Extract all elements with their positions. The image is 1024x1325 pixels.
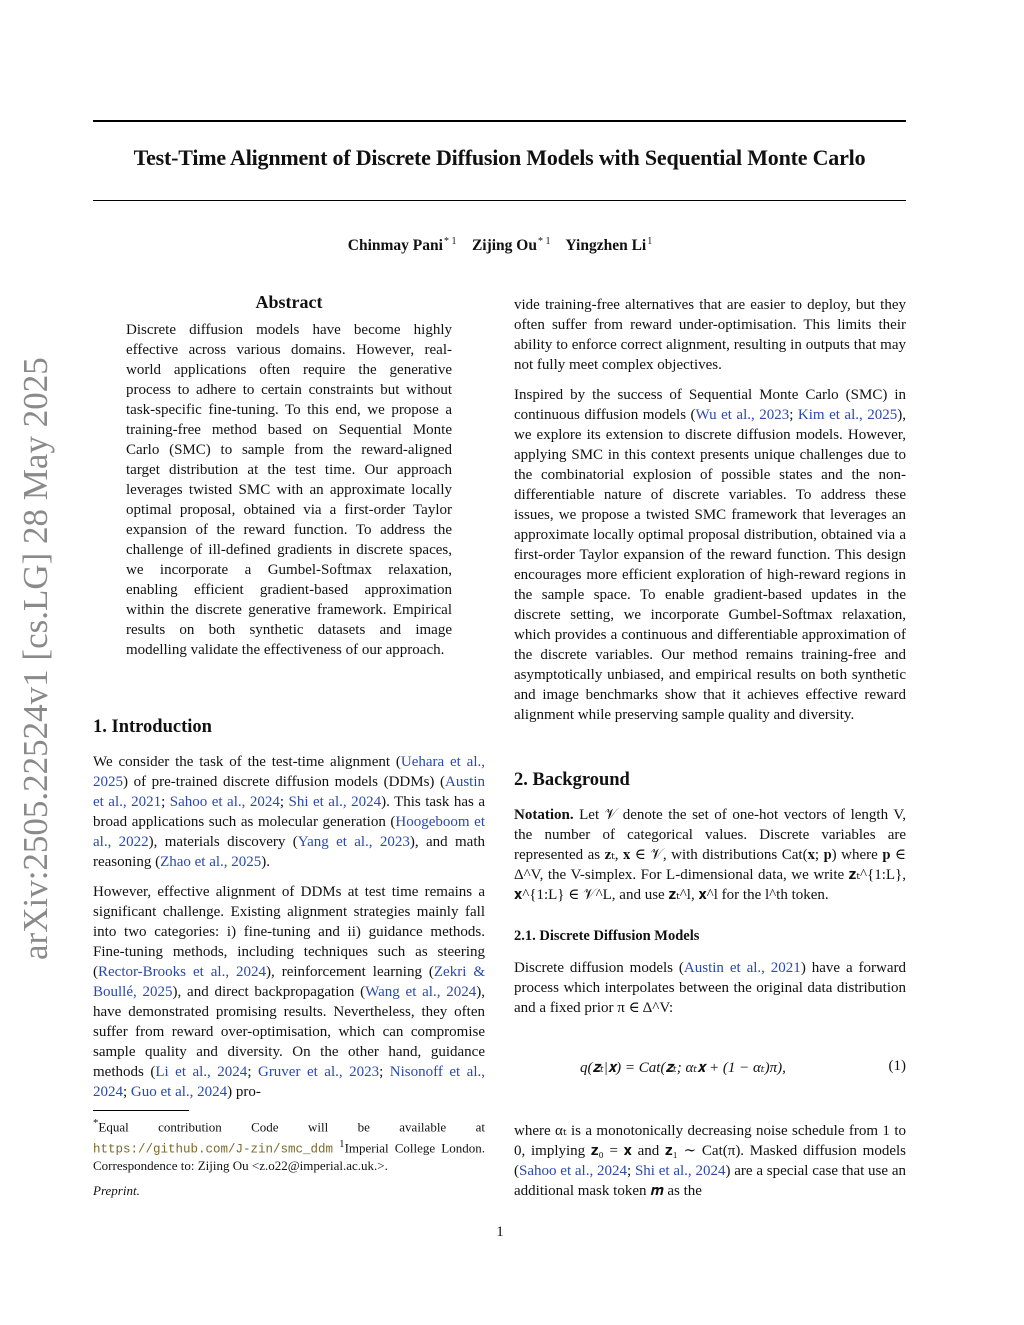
citation-link[interactable]: Guo et al., 2024: [130, 1084, 228, 1100]
text-run: ). This task has a broad applications such as molecular generation (: [93, 794, 485, 830]
text-run: ;: [379, 1064, 390, 1080]
abstract-heading: Abstract: [255, 292, 323, 312]
text-run: ), and direct backpropagation (: [172, 984, 366, 1000]
author-name: Zijing Ou: [471, 237, 537, 254]
text-run: We consider the task of the test-time alignment (: [93, 754, 401, 770]
text-run: ) are a special case that use an additional mask token 𝒎 as the: [514, 1163, 906, 1199]
text-run: ), have demonstrated promising results. Nevertheless, they often suffer from reward over-optimisation, which can compromise sample quality and diversity. On the other hand, guidance methods (: [93, 984, 486, 1080]
preprint-label: Preprint.: [93, 1183, 140, 1198]
author-mark: * 1: [443, 236, 457, 247]
citation-link[interactable]: Zhao et al., 2025: [160, 854, 262, 870]
text-run: ) pro-: [227, 1084, 261, 1100]
citation-link[interactable]: Uehara et al., 2025: [93, 754, 485, 790]
footnote-mark: *: [93, 1117, 99, 1129]
citation-link[interactable]: Gruver et al., 2023: [257, 1064, 380, 1080]
text-run: ) of pre-trained discrete diffusion models (DDMs) (: [123, 774, 445, 790]
text-run: ;: [627, 1163, 635, 1179]
author-name: Chinmay Pani: [347, 237, 443, 254]
paper-title: Test-Time Alignment of Discrete Diffusion Models with Sequential Monte Carlo: [133, 145, 866, 170]
title-bottom-rule: [93, 200, 906, 201]
abstract-text: Discrete diffusion models have become highly effective across various domains. However, real-world applications often require the generative process to adhere to certain constraints but without task-specific fine-tuning. To this end, we propose a training-free method based on Sequential Monte Carlo (SMC) to sample from the reward-aligned target distribution at the test time. Our approach leverages twisted SMC with an approximate locally optimal proposal, obtained via a first-order Taylor expansion of the reward function. To address the challenge of ill-defined gradients in discrete spaces, we incorporate a Gumbel-Softmax relaxation, enabling efficient gradient-based approximation within the discrete generative framework. Empirical results on both synthetic datasets and image modelling validate the effectiveness of our approach.: [126, 322, 452, 658]
author-list: [0, 236, 1000, 255]
smc-paragraph: [514, 385, 906, 725]
text-run: ) have a forward process which interpolates between the original data distribution and a fixed prior π ∈ Δ^V:: [514, 960, 906, 1016]
text-run: ), and math reasoning (: [93, 834, 485, 870]
footnote-rule: [93, 1110, 189, 1111]
notation-paragraph: [514, 805, 906, 905]
citation-link[interactable]: Nisonoff et al., 2024: [93, 1064, 486, 1100]
text-run: ).: [261, 854, 271, 870]
text-run: ), we explore its extension to discrete diffusion models. However, applying SMC in this context presents unique challenges due to the combinatorial explosion of possible states and the non-differentiable nature of discrete variables. To address these issues, we propose a twisted SMC framework that leverages an approximate locally optimal proposal distribution, obtained via a first-order Taylor expansion of the reward function. This design encourages more efficient exploration of high-reward regions in the sample space. To enable gradient-based updates in the discrete setting, we incorporate Gumbel-Softmax relaxation, which provides a continuous and differentiable approximation of the discrete variables. Our method remains training-free and asymptotically unbiased, and empirical results on both synthetic and image benchmarks show that it achieves effective reward alignment while preserving sample quality and diversity.: [514, 407, 906, 723]
text-run: ;: [123, 1084, 131, 1100]
equation-number: (1): [888, 1058, 906, 1074]
citation-link[interactable]: Sahoo et al., 2024: [169, 794, 280, 810]
citation-link[interactable]: Rector-Brooks et al., 2024: [98, 964, 267, 980]
intro-heading: 1. Introduction: [93, 717, 212, 737]
text-run: ), reinforcement learning (: [266, 964, 434, 980]
text-run: Imperial College London. Correspondence to: Zijing Ou <z.o22@imperial.ac.uk.>.: [93, 1140, 485, 1173]
text-run: ;: [161, 794, 170, 810]
citation-link[interactable]: Zekri & Boullé, 2025: [93, 964, 485, 1000]
equation-formula: q(𝐳ₜ|𝐱) = Cat(𝐳ₜ; αₜ𝐱 + (1 − αₜ)π),: [580, 1060, 786, 1076]
text-run: ), materials discovery (: [148, 834, 298, 850]
ddm-paragraph: [514, 958, 906, 1018]
notation-label: Notation.: [514, 807, 574, 823]
page-number: 1: [496, 1224, 504, 1240]
intro-paragraph-2: [93, 882, 485, 1102]
citation-link[interactable]: Yang et al., 2023: [297, 834, 410, 850]
intro-paragraph-1: [93, 752, 485, 872]
citation-link[interactable]: Austin et al., 2021: [93, 774, 485, 810]
citation-link[interactable]: Shi et al., 2024: [634, 1163, 726, 1179]
citation-link[interactable]: Shi et al., 2024: [288, 794, 382, 810]
citation-link[interactable]: Wang et al., 2024: [365, 984, 477, 1000]
title-top-rule: [93, 120, 906, 122]
noise-schedule-paragraph: [514, 1121, 906, 1201]
text-run: Let 𝒱 denote the set of one-hot vectors of length V, the number of categorical values. Discrete variables are represented as 𝐳ₜ, 𝐱 ∈ 𝒱, with distributions Cat(𝐱; 𝐩) where 𝐩 ∈ Δ^V, the V-simplex. For L-dimensional data, we write 𝐳ₜ^{1:L}, 𝐱^{1:L} ∈ 𝒱^L, and use 𝐳ₜ^l, 𝐱^l for the l^th token.: [514, 807, 906, 903]
author-mark: * 1: [537, 236, 551, 247]
subsection-heading: 2.1. Discrete Diffusion Models: [514, 928, 700, 944]
author-name: Yingzhen Li: [565, 237, 647, 254]
arxiv-stamp: arXiv:2505.22524v1 [cs.LG] 28 May 2025: [16, 357, 55, 960]
citation-link[interactable]: Austin et al., 2021: [683, 960, 801, 976]
text-run: ;: [279, 794, 289, 810]
text-run: Inspired by the success of Sequential Monte Carlo (SMC) in continuous diffusion models (: [514, 387, 906, 423]
citation-link[interactable]: Sahoo et al., 2024: [519, 1163, 627, 1179]
footnote-mark: 1: [339, 1137, 345, 1150]
footnote: [93, 1115, 485, 1174]
citation-link[interactable]: Li et al., 2024: [155, 1064, 248, 1080]
text-run: However, effective alignment of DDMs at test time remains a significant challenge. Existing alignment strategies mainly fall into two categories: i) fine-tuning and ii) guidance methods. Fine-tuning methods, including techniques such as steering (: [93, 884, 485, 980]
text-run: ;: [247, 1064, 258, 1080]
code-url-link[interactable]: https://github.com/J-zin/smc_ddm: [93, 1142, 334, 1157]
author-mark: 1: [647, 236, 653, 247]
text-run: Equal contribution Code will be available at: [98, 1119, 485, 1135]
citation-link[interactable]: Hoogeboom et al., 2022: [93, 814, 485, 850]
citation-link[interactable]: Kim et al., 2025: [797, 407, 898, 423]
text-run: where αₜ is a monotonically decreasing noise schedule from 1 to 0, implying 𝐳₀ = 𝐱 and 𝐳₁ ∼ Cat(π). Masked diffusion models (: [514, 1123, 906, 1179]
citation-link[interactable]: Wu et al., 2023: [695, 407, 790, 423]
intro-continued-paragraph: vide training-free alternatives that are easier to deploy, but they often suffer from reward under-optimisation. This limits their ability to enforce correct alignment, resulting in outputs that may not fully meet complex objectives.: [514, 297, 906, 373]
text-run: Discrete diffusion models (: [514, 960, 684, 976]
text-run: ;: [789, 407, 798, 423]
background-heading: 2. Background: [514, 770, 630, 790]
